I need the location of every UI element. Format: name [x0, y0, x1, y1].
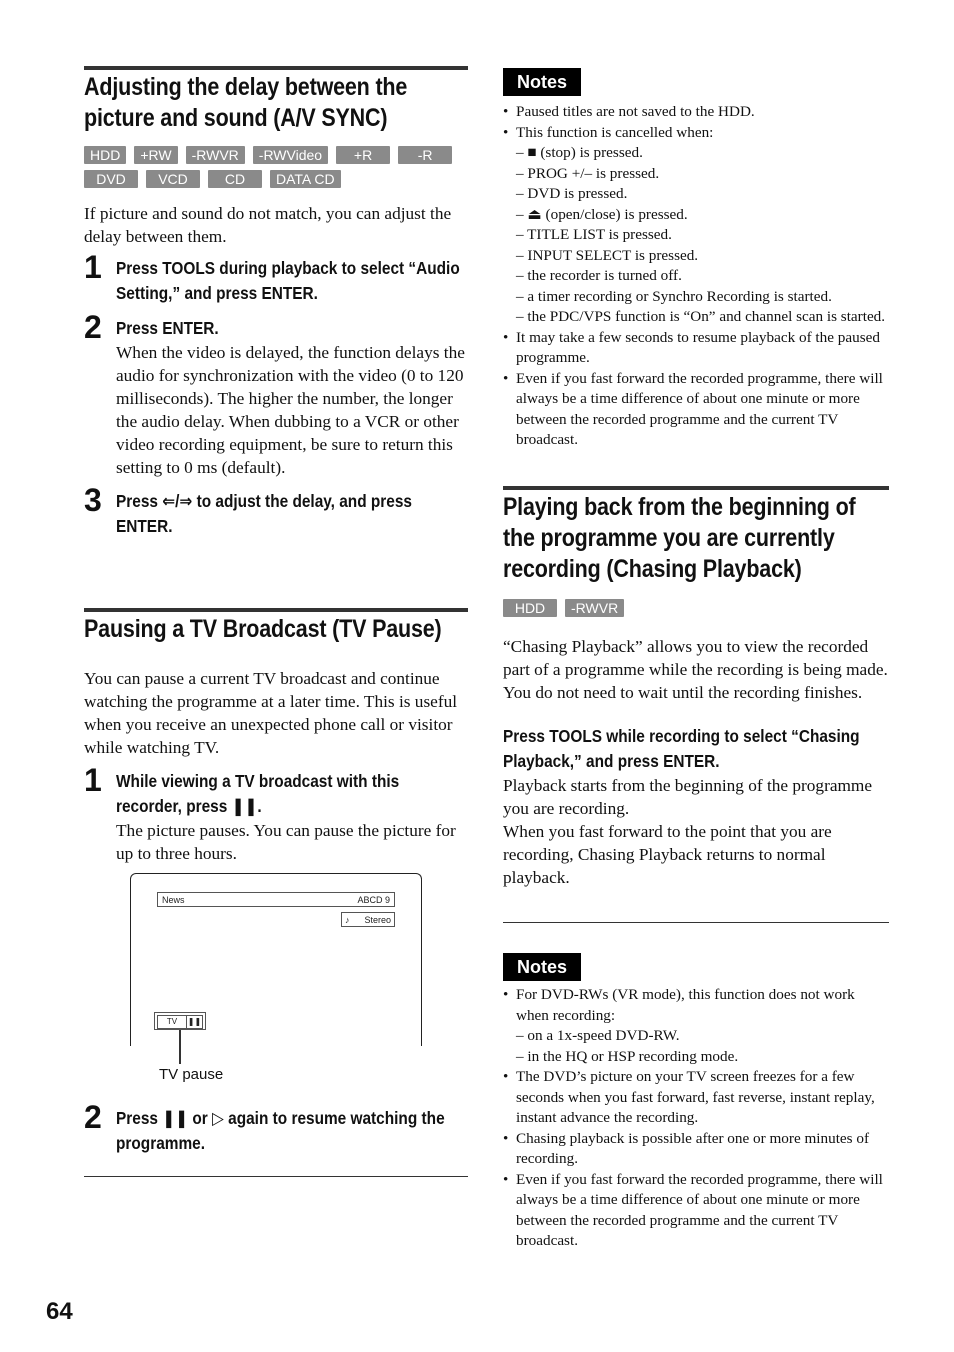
- step-body: The picture pauses. You can pause the picture for up to three hours.: [116, 821, 456, 863]
- tv-pause-step-1: [84, 762, 468, 865]
- badge-data-cd: DATA CD: [270, 170, 341, 188]
- step-title: While viewing a TV broadcast with this recorder, press ❚❚.: [116, 771, 400, 816]
- note-item: • Even if you fast forward the recorded programme, there will always be a time difference of about one minute or more between the recorded programme and the current TV broadcast.: [503, 1170, 889, 1252]
- note-item: • The DVD’s picture on your TV screen freezes for a few seconds when you fast forward, fast reverse, instant replay, instant advance the recording.: [503, 1067, 889, 1129]
- step-title: Press ⇐/⇒ to adjust the delay, and press ENTER.: [116, 491, 412, 536]
- channel-id: ABCD 9: [357, 895, 390, 905]
- tv-pause-status: TV ❚❚: [154, 1012, 206, 1030]
- section-chasing-playback: [503, 486, 889, 889]
- section-av-sync: [84, 66, 468, 539]
- notes-label: Notes: [503, 953, 581, 981]
- step-number: 3: [84, 482, 102, 518]
- av-sync-step-3: [84, 482, 468, 539]
- badge-vcd: VCD: [146, 170, 200, 188]
- badge-cd: CD: [208, 170, 262, 188]
- chasing-body-1: Playback starts from the beginning of the programme you are recording.: [503, 776, 873, 818]
- av-sync-intro: If picture and sound do not match, you can adjust the delay between them.: [84, 204, 452, 246]
- badge-minus-rw-vr: -RWVR: [186, 146, 245, 164]
- callout-line: [179, 1030, 181, 1064]
- note-item: • Even if you fast forward the recorded programme, there will always be a time difference of about one minute or more between the recorded programme and the current TV broadcast.: [503, 369, 889, 451]
- left-column: [84, 66, 468, 863]
- chasing-body-2: When you fast forward to the point that you are recording, Chasing Playback returns to normal playback.: [503, 822, 832, 887]
- badge-hdd: HDD: [84, 146, 126, 164]
- notes-chasing: [503, 953, 889, 1252]
- av-sync-step-2: [84, 309, 468, 479]
- badge-dvd: DVD: [84, 170, 138, 188]
- note-item: • Paused titles are not saved to the HDD.: [503, 102, 889, 123]
- step-number: 1: [84, 249, 102, 285]
- note-item: • This function is cancelled when: – ■ (stop) is pressed. – PROG +/– is pressed. – DVD is pressed. – ⏏ (open/close) is pressed. – TITLE LIST is pressed. – INPUT SELECT is pressed. – the recorder is turned off. – a timer recording or Synchro Recording is started. – the PDC/VPS function is “On” and channel scan is started.: [503, 123, 889, 328]
- tv-pause-step-2: [84, 1099, 468, 1156]
- music-note-icon: ♪: [345, 915, 350, 925]
- section-title-tv-pause: Pausing a TV Broadcast (TV Pause): [84, 615, 442, 643]
- pause-icon: ❚❚: [187, 1017, 202, 1026]
- notes-list-chasing: [503, 985, 889, 1252]
- step-title: Press ENTER.: [116, 318, 219, 338]
- notes-label: Notes: [503, 68, 581, 96]
- badge-minus-r: -R: [398, 146, 452, 164]
- notes-list-tv-pause: [503, 102, 889, 451]
- disc-badges: [503, 599, 883, 617]
- tv-screen-illustration: [130, 873, 422, 1046]
- badge-minus-rw-vr: -RWVR: [565, 599, 624, 617]
- note-item: • For DVD-RWs (VR mode), this function does not work when recording: – on a 1x-speed DVD-RW. – in the HQ or HSP recording mode.: [503, 985, 889, 1067]
- page-number: 64: [46, 1298, 73, 1325]
- tv-pause-callout: TV pause: [159, 1066, 224, 1083]
- note-item: • It may take a few seconds to resume playback of the paused programme.: [503, 328, 889, 369]
- channel-name: News: [162, 895, 185, 905]
- channel-bar: [157, 892, 395, 907]
- tv-pause-intro: You can pause a current TV broadcast and continue watching the programme at a later time. This is useful when you receive an unexpected phone call or visitor while watching TV.: [84, 669, 458, 757]
- play-icon: ▷: [212, 1108, 224, 1128]
- badge-plus-rw: +RW: [134, 146, 177, 164]
- section-title-chasing-playback: Playing back from the beginning of the programme you are currently recording (Chasing Playback): [503, 493, 856, 583]
- step-body: When the video is delayed, the function delays the audio for synchronization with the video (0 to 120 milliseconds). The higher the number, the longer the audio delay. When dubbing to a VCR or other video recording equipment, be sure to return this setting to 0 ms (default).: [116, 343, 465, 477]
- section-tv-pause: [84, 608, 468, 865]
- step-title: Press TOOLS during playback to select “Audio Setting,” and press ENTER.: [116, 258, 460, 303]
- section-title-av-sync: Adjusting the delay between the picture and sound (A/V SYNC): [84, 73, 408, 132]
- chasing-end-rule: [503, 922, 889, 923]
- note-item: • Chasing playback is possible after one or more minutes of recording.: [503, 1129, 889, 1170]
- arrow-left-right-icon: ⇐/⇒: [162, 491, 193, 511]
- chasing-step-title: Press TOOLS while recording to select “Chasing Playback,” and press ENTER.: [503, 726, 860, 771]
- badge-hdd: HDD: [503, 599, 557, 617]
- step-number: 1: [84, 762, 102, 798]
- av-sync-step-1: [84, 249, 468, 306]
- audio-indicator: ♪ Stereo: [341, 912, 395, 927]
- chasing-intro: “Chasing Playback” allows you to view the recorded part of a programme while the recording is being made. You do not need to wait until the recording finishes.: [503, 637, 888, 702]
- disc-badges: [84, 146, 464, 188]
- badge-minus-rw-video: -RWVideo: [253, 146, 328, 164]
- step-number: 2: [84, 1099, 102, 1135]
- badge-plus-r: +R: [336, 146, 390, 164]
- step-number: 2: [84, 309, 102, 345]
- step-title: Press ❚❚ or ▷ again to resume watching the programme.: [116, 1108, 445, 1153]
- right-column: [503, 68, 889, 887]
- left-column-end-rule: [84, 1176, 468, 1177]
